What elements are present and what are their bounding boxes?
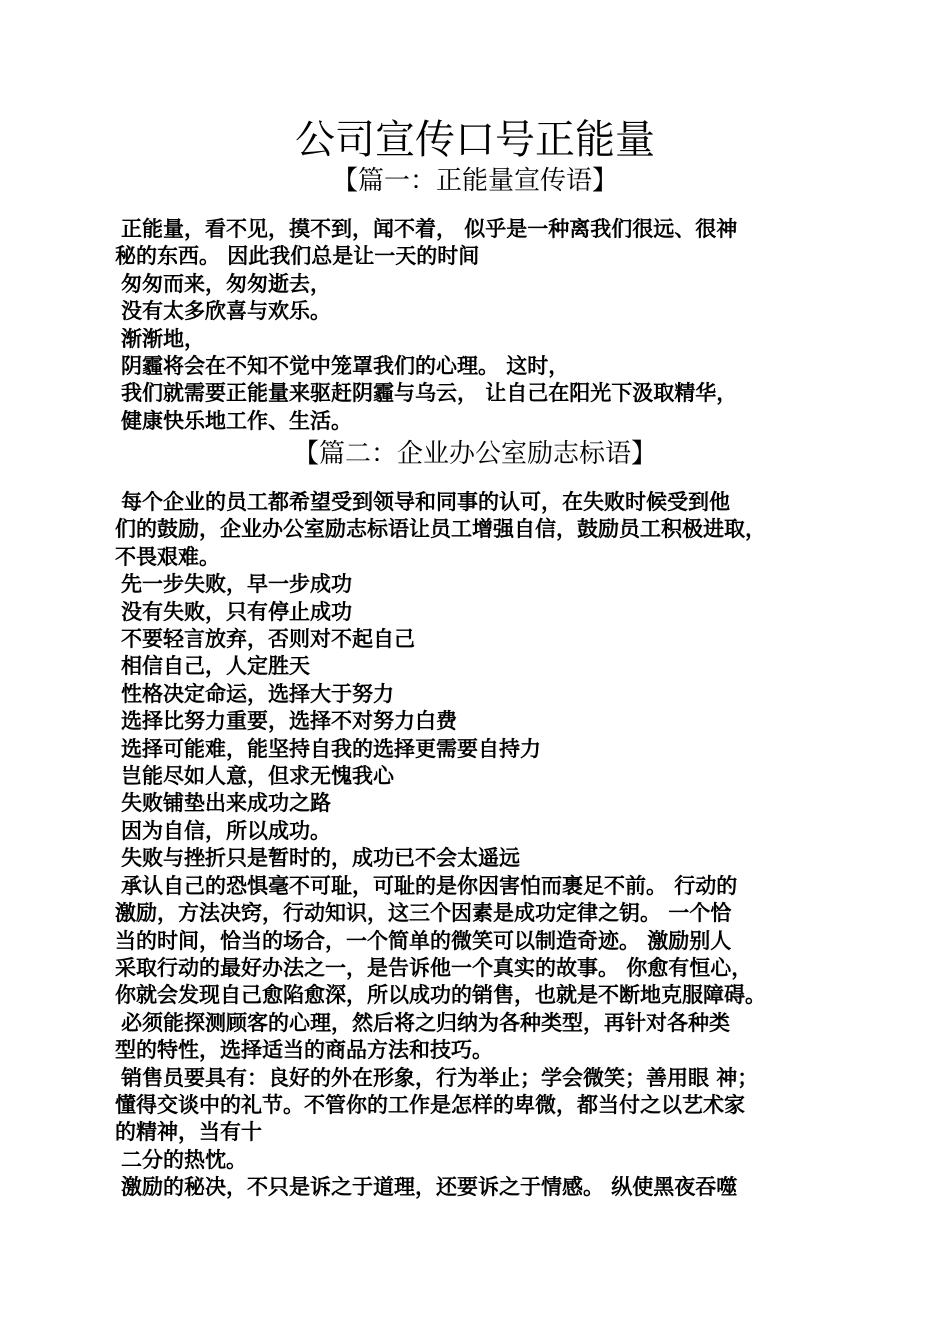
body-line: 选择可能难，能坚持自我的选择更需要自持力 bbox=[121, 736, 541, 761]
body-line: 采取行动的最好办法之一，是告诉他一个真实的故事。 你愈有恒心， bbox=[115, 955, 753, 980]
body-line: 没有太多欣喜与欢乐。 bbox=[121, 299, 331, 324]
body-line: 先一步失败，早一步成功 bbox=[121, 572, 352, 597]
body-line: 我们就需要正能量来驱赶阴霾与乌云， 让自己在阳光下汲取精华， bbox=[121, 381, 738, 406]
body-line: 激励的秘决，不只是诉之于道理，还要诉之于情感。 纵使黑夜吞噬 bbox=[121, 1175, 738, 1200]
body-line: 选择比努力重要，选择不对努力白费 bbox=[121, 709, 457, 734]
body-line: 每个企业的员工都希望受到领导和同事的认可，在失败时候受到他 bbox=[121, 490, 730, 514]
body-line: 秘的东西。 因此我们总是让一天的时间 bbox=[115, 244, 480, 269]
body-line: 没有失败，只有停止成功 bbox=[121, 599, 352, 624]
body-line: 阴霾将会在不知不觉中笼罩我们的心理。 这时， bbox=[121, 354, 570, 379]
body-line: 当的时间，恰当的场合，一个简单的微笑可以制造奇迹。 激励别人 bbox=[115, 928, 732, 953]
section-2-heading: 【篇二：企业办公室励志标语】 bbox=[292, 439, 657, 469]
body-line: 激励，方法决窍，行动知识，这三个因素是成功定律之钥。 一个恰 bbox=[115, 901, 732, 926]
body-line: 必须能探测顾客的心理，然后将之归纳为各种类型，再针对各种类 bbox=[121, 1010, 730, 1035]
body-line: 失败与挫折只是暂时的，成功已不会太遥远 bbox=[121, 846, 520, 871]
body-line: 失败铺垫出来成功之路 bbox=[121, 791, 331, 816]
body-line: 们的鼓励，企业办公室励志标语让员工增强自信，鼓励员工积极进取， bbox=[115, 517, 766, 542]
document-title: 公司宣传口号正能量 bbox=[295, 117, 655, 163]
section-2-body bbox=[115, 489, 850, 1202]
body-line: 健康快乐地工作、生活。 bbox=[121, 408, 352, 433]
body-line: 二分的热忱。 bbox=[121, 1147, 247, 1172]
body-line: 因为自信，所以成功。 bbox=[121, 818, 331, 843]
section-1-heading: 【篇一：正能量宣传语】 bbox=[331, 166, 618, 196]
body-line: 的精神，当有十 bbox=[115, 1120, 262, 1145]
body-line: 性格决定命运，选择大于努力 bbox=[121, 681, 394, 706]
body-line: 不畏艰难。 bbox=[115, 544, 220, 569]
body-line: 正能量，看不见，摸不到，闻不着， 似乎是一种离我们很远、很神 bbox=[121, 217, 738, 241]
body-line: 不要轻言放弃，否则对不起自己 bbox=[121, 627, 415, 652]
body-line: 承认自己的恐惧毫不可耻，可耻的是你因害怕而裹足不前。 行动的 bbox=[121, 873, 738, 898]
body-line: 型的特性，选择适当的商品方法和技巧。 bbox=[115, 1038, 493, 1063]
body-line: 相信自己，人定胜天 bbox=[121, 654, 310, 679]
body-line: 懂得交谈中的礼节。不管你的工作是怎样的卑微，都当付之以艺术家 bbox=[115, 1092, 745, 1117]
body-line: 销售员要具有：良好的外在形象，行为举止；学会微笑；善用眼 神； bbox=[121, 1065, 759, 1090]
body-line: 渐渐地， bbox=[121, 326, 205, 351]
body-line: 匆匆而来，匆匆逝去， bbox=[121, 271, 331, 296]
section-1-body bbox=[115, 216, 850, 435]
body-line: 岂能尽如人意，但求无愧我心 bbox=[121, 764, 394, 789]
body-line: 你就会发现自己愈陷愈深，所以成功的销售，也就是不断地克服障碍。 bbox=[115, 983, 766, 1008]
